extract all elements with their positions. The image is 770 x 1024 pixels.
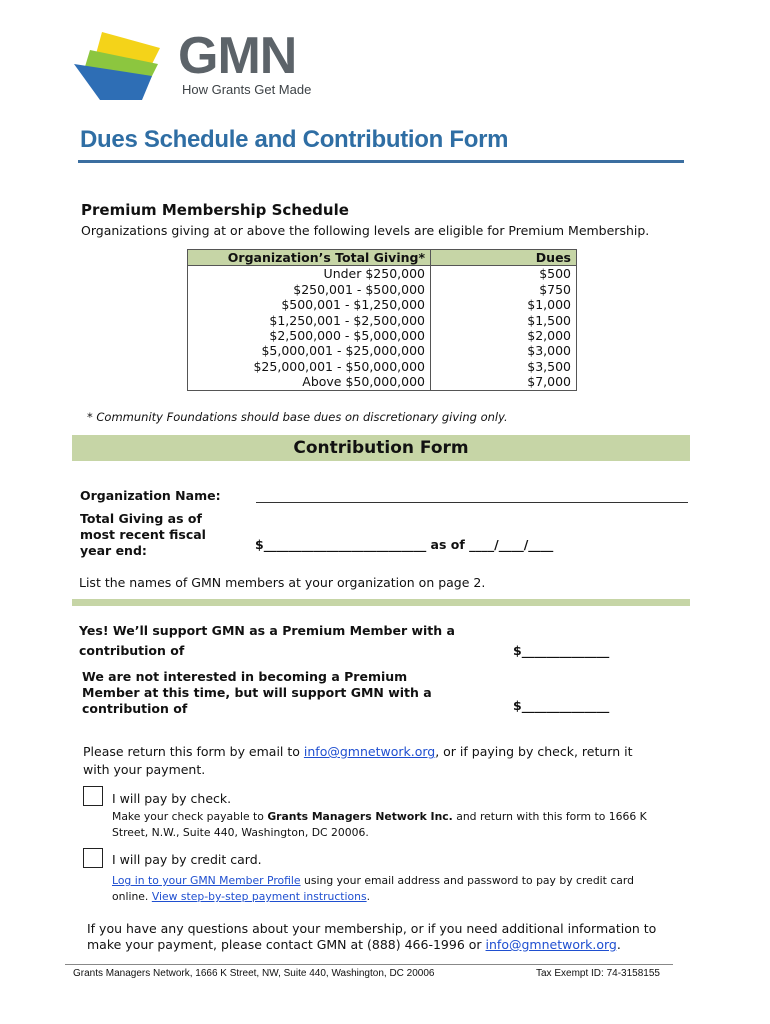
pay-by-card-checkbox[interactable] bbox=[83, 848, 103, 868]
non-premium-label: We are not interested in becoming a Premium Member at this time, but will support GMN with a contribution of bbox=[82, 669, 432, 716]
member-profile-login-link[interactable]: Log in to your GMN Member Profile bbox=[112, 874, 301, 887]
non-premium-amount-field[interactable]: $______________ bbox=[513, 698, 610, 713]
giving-cell: $25,000,001 - $50,000,000 bbox=[188, 359, 431, 374]
table-row bbox=[188, 374, 577, 390]
check-note-after: and return with this form to 1666 K Street, N.W., Suite 440, Washington, DC 20006. bbox=[112, 810, 647, 839]
card-instructions bbox=[112, 873, 672, 905]
schedule-intro: Organizations giving at or above the following levels are eligible for Premium Membership. bbox=[81, 223, 650, 238]
return-instructions bbox=[83, 743, 643, 779]
table-row bbox=[188, 343, 577, 358]
table-row bbox=[188, 282, 577, 297]
dues-cell: $3,000 bbox=[527, 343, 571, 359]
check-payee: Grants Managers Network Inc. bbox=[267, 810, 453, 823]
column-header-dues: Dues bbox=[431, 250, 577, 266]
dues-cell: $1,500 bbox=[527, 312, 571, 328]
column-header-giving: Organization’s Total Giving* bbox=[188, 250, 431, 266]
dues-table bbox=[187, 249, 577, 391]
organization-name-field[interactable] bbox=[256, 502, 688, 503]
table-row bbox=[188, 359, 577, 374]
dues-cell: $750 bbox=[539, 281, 571, 297]
return-email-link[interactable]: info@gmnetwork.org bbox=[303, 744, 436, 759]
pay-by-card-label: I will pay by credit card. bbox=[112, 852, 262, 867]
dues-cell: $3,500 bbox=[527, 358, 571, 374]
giving-cell: $250,001 - $500,000 bbox=[188, 282, 431, 297]
check-instructions bbox=[112, 809, 672, 841]
footer-address: Grants Managers Network, 1666 K Street, NW, Suite 440, Washington, DC 20006 bbox=[73, 968, 435, 979]
questions-text bbox=[87, 921, 687, 953]
giving-cell: Under $250,000 bbox=[188, 266, 431, 282]
giving-cell: Above $50,000,000 bbox=[188, 374, 431, 390]
total-giving-label: Total Giving as of most recent fiscal year end: bbox=[80, 511, 206, 558]
dues-cell: $500 bbox=[539, 266, 571, 282]
section-divider bbox=[72, 599, 690, 606]
table-header-row bbox=[188, 250, 577, 266]
table-row bbox=[188, 313, 577, 328]
table-row bbox=[188, 266, 577, 282]
check-note-before: Make your check payable to bbox=[112, 810, 268, 823]
return-text-before: Please return this form by email to bbox=[83, 744, 304, 759]
premium-amount-field[interactable]: $______________ bbox=[513, 643, 610, 658]
dues-cell: $7,000 bbox=[527, 374, 571, 390]
title-divider bbox=[78, 160, 684, 163]
card-note-mid: using your email address and password to pay by credit card online. bbox=[112, 874, 635, 903]
giving-cell: $1,250,001 - $2,500,000 bbox=[188, 313, 431, 328]
dues-cell: $1,000 bbox=[527, 297, 571, 313]
payment-instructions-link[interactable]: View step-by-step payment instructions bbox=[151, 890, 367, 903]
questions-email-link[interactable]: info@gmnetwork.org bbox=[485, 937, 617, 952]
pay-by-check-checkbox[interactable] bbox=[83, 786, 103, 806]
schedule-footnote: * Community Foundations should base dues on discretionary giving only. bbox=[87, 410, 508, 424]
footer-divider bbox=[65, 964, 673, 965]
logo-tagline: How Grants Get Made bbox=[182, 82, 312, 97]
gmn-logo bbox=[72, 27, 312, 106]
footer-tax-id: Tax Exempt ID: 74-3158155 bbox=[536, 968, 660, 979]
organization-name-label: Organization Name: bbox=[80, 488, 221, 503]
members-note: List the names of GMN members at your organization on page 2. bbox=[79, 575, 486, 590]
total-giving-field[interactable]: $__________________________ as of ____/____/____ bbox=[255, 537, 554, 552]
giving-cell: $5,000,001 - $25,000,000 bbox=[188, 343, 431, 358]
logo-ribbons-icon bbox=[72, 30, 172, 106]
contribution-form-heading: Contribution Form bbox=[72, 435, 690, 461]
dues-cell: $2,000 bbox=[527, 328, 571, 344]
page-title: Dues Schedule and Contribution Form bbox=[80, 126, 509, 153]
return-text-after: , or if paying by check, return it with your payment. bbox=[83, 744, 633, 777]
giving-cell: $2,500,000 - $5,000,000 bbox=[188, 328, 431, 343]
logo-wordmark: GMN bbox=[178, 27, 297, 85]
giving-cell: $500,001 - $1,250,000 bbox=[188, 297, 431, 312]
questions-after: . bbox=[616, 937, 621, 952]
pay-by-check-label: I will pay by check. bbox=[112, 791, 232, 806]
table-row bbox=[188, 328, 577, 343]
schedule-heading: Premium Membership Schedule bbox=[81, 201, 349, 219]
table-row bbox=[188, 297, 577, 312]
questions-before: If you have any questions about your membership, or if you need additional information to make your payment, please contact GMN at (888) 466-1996 or bbox=[87, 921, 657, 952]
premium-member-label: Yes! We’ll support GMN as a Premium Member with a contribution of bbox=[79, 623, 455, 658]
card-note-end: . bbox=[366, 890, 371, 903]
